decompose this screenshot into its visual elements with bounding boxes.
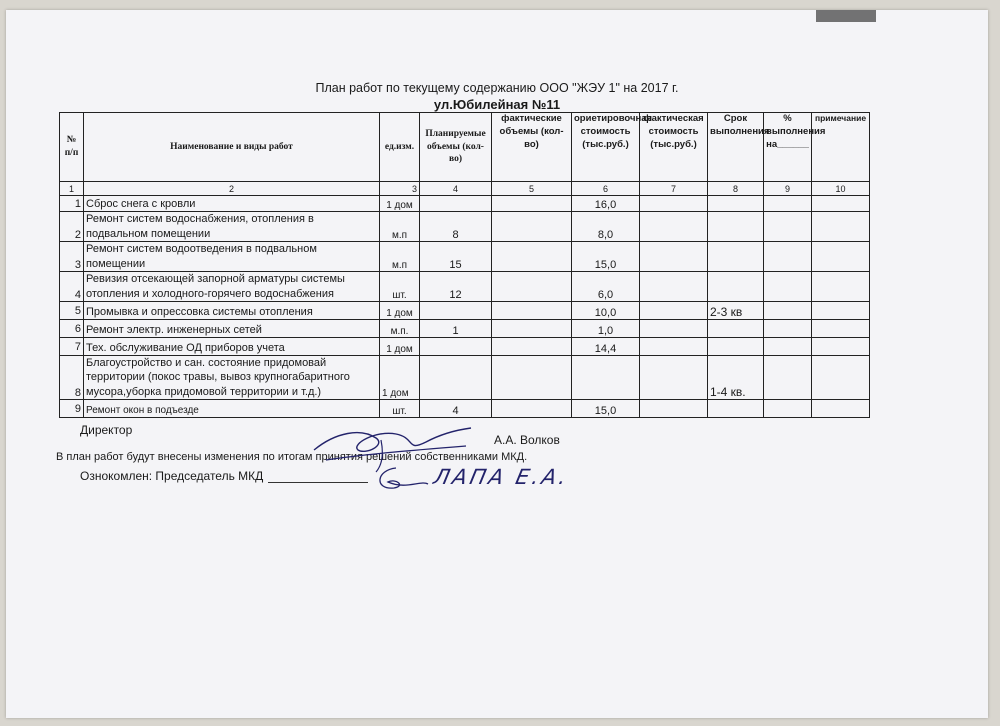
row-cost: 6,0	[572, 272, 640, 302]
row-actual	[492, 272, 572, 302]
row-actual-cost	[640, 212, 708, 242]
header-actual: фактические объемы (кол-во)	[492, 113, 572, 182]
row-actual-cost	[640, 242, 708, 272]
row-percent	[764, 272, 812, 302]
table-row	[60, 400, 870, 418]
row-percent	[764, 196, 812, 212]
row-note	[812, 212, 870, 242]
row-actual-cost	[640, 272, 708, 302]
row-name: Ревизия отсекающей запорной арматуры системы отопления и холодного-горячего водоснабжения	[84, 272, 380, 302]
row-name: Благоустройство и сан. состояние придомовай территории (покос травы, вывоз крупногабаритного мусора,уборка придомовой территории и т.д.)	[84, 356, 380, 400]
row-actual	[492, 356, 572, 400]
row-deadline: 1-4 кв.	[708, 356, 764, 400]
row-unit: 1 дом	[380, 356, 420, 400]
row-unit: шт.	[380, 400, 420, 418]
header-planned: Планируемые объемы (кол-во)	[420, 113, 492, 182]
header-estimated-cost: ориетировочная стоимость (тыс.руб.)	[572, 113, 640, 182]
row-cost: 8,0	[572, 212, 640, 242]
chair-signature-scribble	[366, 460, 436, 500]
row-num: 3	[60, 242, 84, 272]
colnum: 1	[60, 182, 84, 196]
table-row	[60, 338, 870, 356]
row-unit: 1 дом	[380, 302, 420, 320]
row-cost: 15,0	[572, 242, 640, 272]
row-note	[812, 320, 870, 338]
colnum: 8	[708, 182, 764, 196]
row-cost: 14,4	[572, 338, 640, 356]
row-deadline	[708, 338, 764, 356]
row-name: Сброс снега с кровли	[84, 196, 380, 212]
row-actual-cost	[640, 196, 708, 212]
row-unit: м.п	[380, 242, 420, 272]
header-row	[60, 113, 870, 182]
row-planned	[420, 338, 492, 356]
row-name: Ремонт систем водоснабжения, отопления в подвальном помещении	[84, 212, 380, 242]
header-percent: % выполнения на______	[764, 113, 812, 182]
row-actual	[492, 196, 572, 212]
row-name: Ремонт окон в подъезде	[84, 400, 380, 418]
row-percent	[764, 302, 812, 320]
colnum: 9	[764, 182, 812, 196]
row-unit: м.п.	[380, 320, 420, 338]
document-sheet	[6, 10, 988, 718]
row-name: Ремонт электр. инженерных сетей	[84, 320, 380, 338]
row-planned: 8	[420, 212, 492, 242]
director-name: А.А. Волков	[494, 433, 560, 447]
row-num: 5	[60, 302, 84, 320]
row-planned	[420, 356, 492, 400]
document-title: План работ по текущему содержанию ООО "ЖЭУ 1" на 2017 г.	[315, 81, 679, 95]
row-planned	[420, 302, 492, 320]
row-cost: 10,0	[572, 302, 640, 320]
row-percent	[764, 320, 812, 338]
row-planned	[420, 196, 492, 212]
row-percent	[764, 338, 812, 356]
colnum: 10	[812, 182, 870, 196]
row-num: 9	[60, 400, 84, 418]
row-percent	[764, 356, 812, 400]
row-deadline	[708, 320, 764, 338]
row-note	[812, 356, 870, 400]
row-note	[812, 272, 870, 302]
header-note: примечание	[812, 113, 870, 182]
row-num: 4	[60, 272, 84, 302]
row-deadline	[708, 272, 764, 302]
row-actual	[492, 320, 572, 338]
row-note	[812, 400, 870, 418]
row-note	[812, 196, 870, 212]
row-name: Ремонт систем водоотведения в подвальном помещении	[84, 242, 380, 272]
row-name: Промывка и опрессовка системы отопления	[84, 302, 380, 320]
row-percent	[764, 212, 812, 242]
row-note	[812, 338, 870, 356]
colnum: 2	[84, 182, 380, 196]
header-num: № п/п	[60, 113, 84, 182]
row-unit: 1 дом	[380, 338, 420, 356]
colnum: 5	[492, 182, 572, 196]
row-deadline: 2-3 кв	[708, 302, 764, 320]
row-num: 1	[60, 196, 84, 212]
row-cost	[572, 356, 640, 400]
table-row	[60, 212, 870, 242]
row-cost: 15,0	[572, 400, 640, 418]
row-note	[812, 302, 870, 320]
header-unit: ед.изм.	[380, 113, 420, 182]
row-note	[812, 242, 870, 272]
chair-handwritten-name: ЛАПА Е.А.	[431, 465, 572, 489]
header-deadline: Срок выполнения	[708, 113, 764, 182]
row-planned: 12	[420, 272, 492, 302]
colnum: 4	[420, 182, 492, 196]
document-subtitle: ул.Юбилейная №11	[433, 97, 561, 112]
row-actual-cost	[640, 356, 708, 400]
colnum: 7	[640, 182, 708, 196]
table-row	[60, 272, 870, 302]
row-num: 7	[60, 338, 84, 356]
row-num: 6	[60, 320, 84, 338]
row-actual	[492, 338, 572, 356]
column-number-row	[60, 182, 870, 196]
row-cost: 16,0	[572, 196, 640, 212]
row-planned: 1	[420, 320, 492, 338]
row-unit: м.п	[380, 212, 420, 242]
row-actual-cost	[640, 302, 708, 320]
row-actual-cost	[640, 320, 708, 338]
header-actual-cost: фактическая стоимость (тыс.руб.)	[640, 113, 708, 182]
table-row	[60, 320, 870, 338]
row-actual	[492, 212, 572, 242]
header-name: Наименование и виды работ	[84, 113, 380, 182]
acquainted-label: Ознокомлен: Председатель МКД	[80, 469, 264, 483]
table-row	[60, 302, 870, 320]
row-planned: 15	[420, 242, 492, 272]
row-percent	[764, 242, 812, 272]
row-planned: 4	[420, 400, 492, 418]
work-plan-table	[59, 112, 870, 418]
row-actual	[492, 242, 572, 272]
row-deadline	[708, 196, 764, 212]
row-unit: 1 дом	[380, 196, 420, 212]
table-row	[60, 242, 870, 272]
table-row	[60, 196, 870, 212]
row-cost: 1,0	[572, 320, 640, 338]
changes-note: В план работ будут внесены изменения по итогам принятия решений собственниками МКД.	[56, 451, 528, 463]
colnum: 6	[572, 182, 640, 196]
row-unit: шт.	[380, 272, 420, 302]
colnum: 3	[380, 182, 420, 196]
scan-mark	[816, 10, 876, 22]
row-name: Тех. обслуживание ОД приборов учета	[84, 338, 380, 356]
table-row	[60, 356, 870, 400]
row-actual-cost	[640, 338, 708, 356]
row-deadline	[708, 212, 764, 242]
row-num: 2	[60, 212, 84, 242]
row-deadline	[708, 242, 764, 272]
row-deadline	[708, 400, 764, 418]
signature-line	[268, 482, 368, 483]
row-actual	[492, 302, 572, 320]
row-actual-cost	[640, 400, 708, 418]
row-num: 8	[60, 356, 84, 400]
row-percent	[764, 400, 812, 418]
row-actual	[492, 400, 572, 418]
director-label: Директор	[80, 423, 133, 437]
